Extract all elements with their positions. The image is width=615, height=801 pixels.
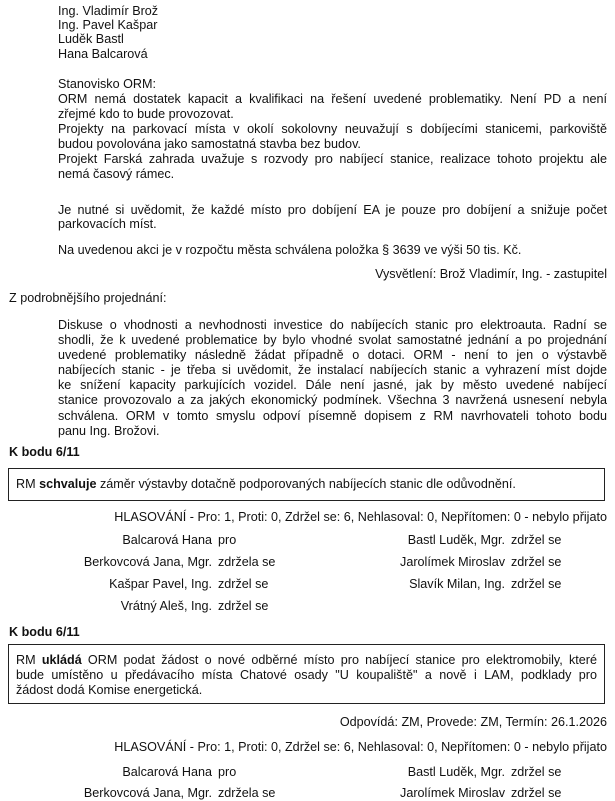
voter-name: Balcarová Hana (122, 533, 212, 547)
orm-position-line: ORM nemá dostatek kapacit a kvalifikaci na řešení uvedené problematiky. Není PD a není (58, 92, 607, 106)
proposer-name: Ing. Pavel Kašpar (58, 18, 158, 32)
discussion-line: schválena. ORM v tomto smyslu odpoví písemně dopisem z RM navrhovateli tohoto bodu (58, 409, 607, 423)
voter-name: Jarolímek Miroslav (400, 555, 505, 569)
voter-name: Slavík Milan, Ing. (409, 577, 505, 591)
orm-note-line: parkovacích míst. (58, 217, 157, 231)
voter-name: Jarolímek Miroslav (400, 786, 505, 800)
voter-vote: zdržel se (511, 765, 562, 779)
proposer-name: Hana Balcarová (58, 47, 148, 61)
resolution-box (8, 468, 605, 501)
orm-position-line: Projekty na parkovací místa v okolí sokolovny neuvažují s dobíjecími stanicemi, parkoviště (58, 122, 607, 136)
proposer-name: Luděk Bastl (58, 32, 124, 46)
orm-position-line: zřejmé kdo to bude provozovat. (58, 107, 234, 121)
voter-vote: pro (218, 765, 237, 779)
resolution-box (8, 644, 605, 704)
voter-name: Balcarová Hana (122, 765, 212, 779)
discussion-line: panu Ing. Brožovi. (58, 424, 160, 438)
voter-vote: zdržel se (511, 533, 562, 547)
voter-name: Bastl Luděk, Mgr. (407, 765, 505, 779)
resolution-body: záměr výstavby dotačně podporovaných nabíjecích stanic dle odůvodnění. (96, 477, 516, 491)
orm-note-line: Je nutné si uvědomit, že každé místo pro dobíjení EA je pouze pro dobíjení a snižuje počet (58, 203, 607, 217)
orm-position-line: Projekt Farská zahrada uvažuje s rozvody pro nabíjecí stanice, realizace tohoto projektu ale (58, 152, 607, 166)
resolution-verb: ukládá (41, 653, 82, 667)
resolution-text (16, 477, 597, 492)
resolution-subject: RM (16, 653, 42, 667)
voter-vote: zdržela se (218, 786, 276, 800)
discussion-line: nabíjecích stanic - je třeba si uvědomit, že instalací nabíjecích stanic a vyhrazení míst dojde (58, 363, 607, 377)
voter-vote: zdržela se (218, 555, 276, 569)
discussion-line: stanice provozovalo a za jakých ekonomický podmínek. Všechna 3 navržená usnesení nebyla (58, 393, 607, 407)
vote-summary: HLASOVÁNÍ - Pro: 1, Proti: 0, Zdržel se: 6, Nehlasoval: 0, Nepřítomen: 0 - nebylo přijato (114, 510, 607, 524)
discussion-line: uvedené problematiky následně žádat případně o dotaci. ORM - není to jen o výstavbě (58, 348, 607, 362)
resolution-text (16, 653, 597, 668)
orm-position-line: nemá časový rámec. (58, 167, 175, 181)
voter-name: Bastl Luděk, Mgr. (407, 533, 505, 547)
discussion-line: Diskuse o vhodnosti a nevhodnosti investice do nabíjecích stanic pro elektroauta. Radní se (58, 318, 607, 332)
vote-summary: HLASOVÁNÍ - Pro: 1, Proti: 0, Zdržel se: 6, Nehlasoval: 0, Nepřítomen: 0 - nebylo přijato (114, 740, 607, 754)
discussion-line: shodli, že k uvedené problematice by bylo vhodné svolat samostatné jednání a po projednání (58, 333, 607, 347)
voter-vote: zdržel se (511, 577, 562, 591)
voter-name: Berkovcová Jana, Mgr. (83, 786, 212, 800)
voter-vote: zdržel se (218, 599, 269, 613)
voter-name: Berkovcová Jana, Mgr. (83, 555, 212, 569)
voter-vote: pro (218, 533, 237, 547)
item-heading: K bodu 6/11 (9, 445, 80, 459)
discussion-heading: Z podrobnějšího projednání: (9, 291, 167, 305)
explanation-line: Vysvětlení: Brož Vladimír, Ing. - zastupitel (375, 267, 607, 281)
voter-name: Kašpar Pavel, Ing. (109, 577, 212, 591)
resolution-text: bude umístěno u předávacího místa Chatové osady "U koupaliště" a nově i LAM, podklady pro (16, 668, 597, 682)
item-heading: K bodu 6/11 (9, 625, 80, 639)
discussion-line: ke snížení kapacity parkujících vozidel. Dále není jasné, jak by město uvedené nabíjecí (58, 378, 607, 392)
orm-position-line: budou povolována jako samostatná stavba bez budov. (58, 137, 361, 151)
proposer-name: Ing. Vladimír Brož (58, 4, 159, 18)
budget-line: Na uvedenou akci je v rozpočtu města schválena položka § 3639 ve výši 50 tis. Kč. (58, 243, 522, 257)
responsibility-line: Odpovídá: ZM, Provede: ZM, Termín: 26.1.2026 (339, 715, 607, 729)
voter-vote: zdržel se (511, 786, 562, 800)
orm-position-heading: Stanovisko ORM: (58, 77, 156, 91)
resolution-body: ORM podat žádost o nové odběrné místo pro nabíjecí stanice pro elektromobily, které (81, 653, 597, 667)
voter-vote: zdržel se (511, 555, 562, 569)
voter-vote: zdržel se (218, 577, 269, 591)
resolution-subject: RM (16, 477, 40, 491)
voter-name: Vrátný Aleš, Ing. (120, 599, 212, 613)
resolution-verb: schvaluje (39, 477, 97, 491)
resolution-text: žádost dodá Komise energetická. (16, 683, 203, 697)
